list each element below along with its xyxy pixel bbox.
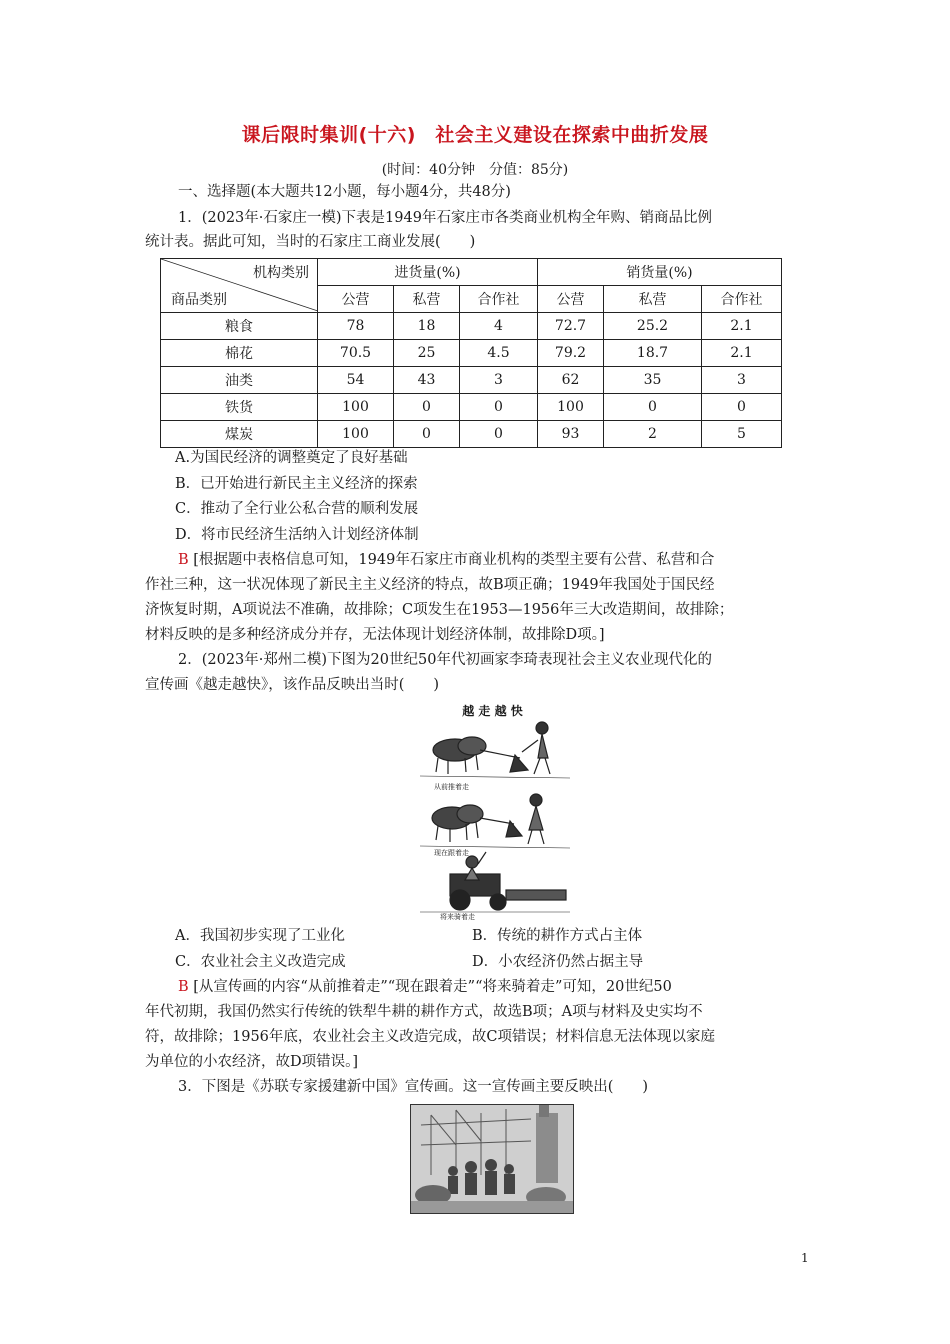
- q1-statistics-table: [160, 258, 782, 448]
- table-sub-header: 私营: [604, 286, 702, 313]
- q1-stem-line1: 1．(2023年·石家庄一模)下表是1949年石家庄市各类商业机构全年购、销商品比例: [178, 210, 712, 226]
- poster-caption-1: 从前推着走: [434, 783, 469, 791]
- table-corner-top: 机构类别: [253, 265, 309, 281]
- table-corner-bottom: 商品类别: [171, 292, 227, 308]
- q2-answer-letter: B: [178, 979, 189, 995]
- q3-stem: 3．下图是《苏联专家援建新中国》宣传画。这一宣传画主要反映出( ): [178, 1079, 649, 1095]
- table-cell: 93: [538, 421, 604, 448]
- table-sub-header: 合作社: [460, 286, 538, 313]
- section-heading: 一、选择题(本大题共12小题，每小题4分，共48分): [178, 184, 511, 200]
- table-cell: 3: [702, 367, 782, 394]
- table-cell: 0: [702, 394, 782, 421]
- table-cell: 0: [460, 394, 538, 421]
- poster-illustration: [410, 700, 575, 920]
- table-cell: 2.1: [702, 313, 782, 340]
- table-cell: 72.7: [538, 313, 604, 340]
- q1-explanation-line3: 济恢复时期，A项说法不准确，故排除；C项发生在1953—1956年三大改造期间，故排除；: [145, 602, 734, 618]
- table-cell: 2.1: [702, 340, 782, 367]
- table-cell: 62: [538, 367, 604, 394]
- table-row: [161, 394, 782, 421]
- table-cell: 25: [394, 340, 460, 367]
- q2-stem-line2: 宣传画《越走越快》，该作品反映出当时( ): [145, 677, 440, 693]
- table-cell: 4: [460, 313, 538, 340]
- table-row: [161, 421, 782, 448]
- q2-option-d: D．小农经济仍然占据主导: [472, 954, 644, 970]
- table-cell: 18: [394, 313, 460, 340]
- q2-option-b: B．传统的耕作方式占主体: [472, 928, 643, 944]
- table-row-category: 铁货: [161, 394, 318, 421]
- q2-poster-figure: [410, 700, 575, 920]
- table-cell: 54: [318, 367, 394, 394]
- poster-caption-2: 现在跟着走: [434, 849, 469, 857]
- table-sub-header: 公营: [318, 286, 394, 313]
- q2-stem-line1: 2．(2023年·郑州二模)下图为20世纪50年代初画家李琦表现社会主义农业现代化的: [178, 652, 712, 668]
- q3-poster-figure: [410, 1104, 574, 1214]
- table-cell: 4.5: [460, 340, 538, 367]
- table-row: [161, 313, 782, 340]
- table-cell: 3: [460, 367, 538, 394]
- q2-option-c: C．农业社会主义改造完成: [175, 954, 346, 970]
- table-sub-header: 公营: [538, 286, 604, 313]
- page-title: 课后限时集训(十六) 社会主义建设在探索中曲折发展: [241, 124, 709, 146]
- table-cell: 25.2: [604, 313, 702, 340]
- page-number: 1: [801, 1251, 809, 1265]
- table-cell: 18.7: [604, 340, 702, 367]
- q1-explanation-line1: B [根据题中表格信息可知，1949年石家庄市商业机构的类型主要有公营、私营和合: [178, 552, 715, 568]
- q2-explanation-line2: 年代初期，我国仍然实行传统的铁犁牛耕的耕作方式，故选B项；A项与材料及史实均不: [145, 1004, 703, 1020]
- table-row-category: 油类: [161, 367, 318, 394]
- poster-title: 越 走 越 快: [462, 704, 523, 718]
- page-subtitle: (时间：40分钟 分值：85分): [381, 162, 569, 178]
- q1-option-d: D．将市民经济生活纳入计划经济体制: [175, 527, 419, 543]
- table-row: [161, 340, 782, 367]
- q2-option-a: A．我国初步实现了工业化: [175, 928, 345, 944]
- table-cell: 79.2: [538, 340, 604, 367]
- table-cell: 2: [604, 421, 702, 448]
- q1-option-a: A.为国民经济的调整奠定了良好基础: [175, 450, 408, 466]
- table-group-header-purchase: 进货量(%): [318, 259, 538, 286]
- table-row: [161, 367, 782, 394]
- table-cell: 0: [394, 394, 460, 421]
- table-corner-header: [161, 259, 318, 313]
- table-cell: 100: [538, 394, 604, 421]
- table-row-category: 棉花: [161, 340, 318, 367]
- table-cell: 0: [460, 421, 538, 448]
- table-group-header-sales: 销货量(%): [538, 259, 782, 286]
- table-cell: 100: [318, 394, 394, 421]
- q2-explanation-line4: 为单位的小农经济，故D项错误。]: [145, 1054, 359, 1070]
- q1-option-c: C．推动了全行业公私合营的顺利发展: [175, 501, 419, 517]
- q1-stem-line2: 统计表。据此可知，当时的石家庄工商业发展( ): [145, 234, 476, 250]
- q1-explanation-line2: 作社三种，这一状况体现了新民主主义经济的特点，故B项正确；1949年我国处于国民经: [145, 577, 715, 593]
- q1-explanation-line4: 材料反映的是多种经济成分并存，无法体现计划经济体制，故排除D项。]: [145, 627, 605, 643]
- q2-explanation-line1: B [从宣传画的内容“从前推着走”“现在跟着走”“将来骑着走”可知，20世纪50: [178, 979, 672, 995]
- poster-caption-3: 将来骑着走: [440, 913, 475, 921]
- table-cell: 43: [394, 367, 460, 394]
- soviet-experts-poster-illustration: [411, 1105, 573, 1213]
- q1-answer-letter: B: [178, 552, 189, 568]
- table-row-category: 粮食: [161, 313, 318, 340]
- table-cell: 5: [702, 421, 782, 448]
- q1-option-b: B．已开始进行新民主主义经济的探索: [175, 476, 418, 492]
- table-sub-header: 合作社: [702, 286, 782, 313]
- table-row-category: 煤炭: [161, 421, 318, 448]
- table-cell: 78: [318, 313, 394, 340]
- table-cell: 70.5: [318, 340, 394, 367]
- table-cell: 100: [318, 421, 394, 448]
- table-cell: 0: [394, 421, 460, 448]
- table-sub-header: 私营: [394, 286, 460, 313]
- table-cell: 0: [604, 394, 702, 421]
- table-cell: 35: [604, 367, 702, 394]
- q2-explanation-line3: 符，故排除；1956年底，农业社会主义改造完成，故C项错误；材料信息无法体现以家庭: [145, 1029, 715, 1045]
